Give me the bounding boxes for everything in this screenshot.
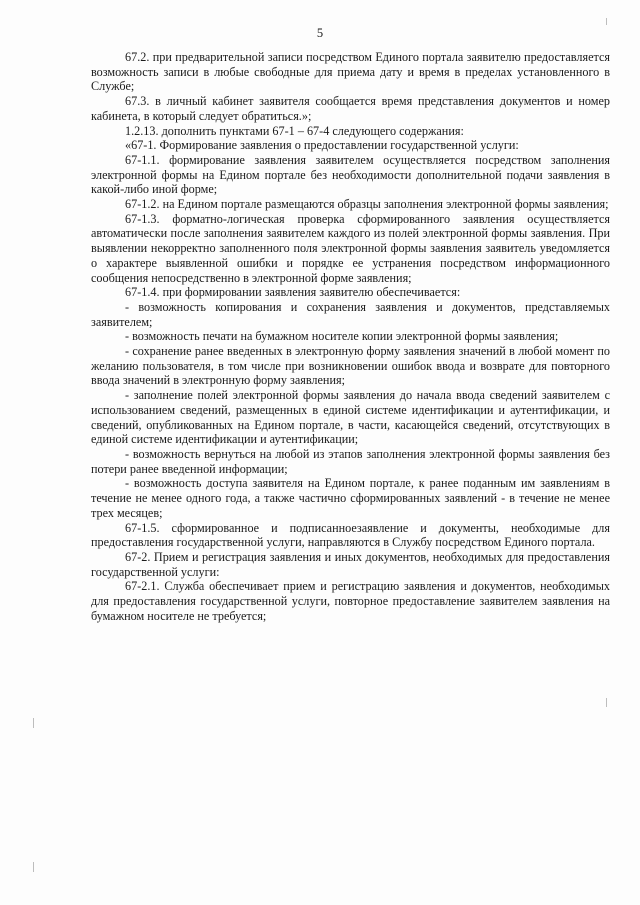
list-item-save: - сохранение ранее введенных в электронную форму заявления значений в любой момент по желанию пользователя, в том числе при возникновении ошибок ввода и возврате для повторного ввода значений в электронную форму заявления; [91,344,610,388]
paragraph-67-2-heading: 67-2. Прием и регистрация заявления и иных документов, необходимых для предоставления государственной услуги: [91,549,610,579]
list-item-return: - возможность вернуться на любой из этапов заполнения электронной формы заявления без потери ранее введенной информации; [91,446,610,476]
paragraph-67-2-1: 67-2.1. Служба обеспечивает прием и регистрацию заявления и документов, необходимых для предоставления государственной услуги, повторное предоставление заявителем заявления на бумажном носителе не требуется; [91,579,610,623]
list-item-access: - возможность доступа заявителя на Едином портале, к ранее поданным им заявлениям в течение не менее одного года, а также частично сформированных заявлений - в течение не менее трех месяцев; [91,476,610,520]
scan-mark [606,698,607,707]
list-item-copy: - возможность копирования и сохранения заявления и документов, представляемых заявителем; [91,299,610,329]
scan-mark [606,18,607,25]
paragraph-1-2-13: 1.2.13. дополнить пунктами 67-1 – 67-4 следующего содержания: [125,123,464,138]
paragraph-67-1-5: 67-1.5. сформированное и подписанноезаявление и документы, необходимые для предоставления государственной услуги, направляются в Службу посредством Единого портала. [91,520,610,550]
document-body [91,50,610,623]
list-item-print: - возможность печати на бумажном носителе копии электронной формы заявления; [125,329,559,344]
paragraph-67-2: 67.2. при предварительной записи посредством Единого портала заявителю предоставляется возможность записи в любые свободные для приема дату и время в пределах установленного в Службе; [91,50,610,94]
paragraph-67-1: «67-1. Формирование заявления о предоставлении государственной услуги: [125,138,519,153]
scan-mark [33,862,34,872]
paragraph-67-1-3: 67-1.3. форматно-логическая проверка сформированного заявления осуществляется автоматически после заполнения заявителем каждого из полей электронной формы заявления. При выявлении некорректно заполненного поля электронной формы заявления заявитель уведомляется о характере выявленной ошибки и порядке ее устранения посредством информационного сообщения непосредственно в электронной форме заявления; [91,211,610,285]
paragraph-67-1-2: 67-1.2. на Едином портале размещаются образцы заполнения электронной формы заявления; [125,197,609,212]
scan-mark [33,718,34,728]
list-item-autofill: - заполнение полей электронной формы заявления до начала ввода сведений заявителем с использованием сведений, размещенных в единой системе идентификации и аутентификации, и сведений, опубликованных на Едином портале, в части, касающейся сведений, отсутствующих в единой системе идентификации и аутентификации; [91,388,610,447]
paragraph-67-1-1: 67-1.1. формирование заявления заявителем осуществляется посредством заполнения электронной формы на Едином портале без необходимости дополнительной подачи заявления в какой-либо иной форме; [91,152,610,197]
paragraph-67-1-4: 67-1.4. при формировании заявления заявителю обеспечивается: [125,285,461,300]
page-number: 5 [316,26,324,40]
paragraph-67-3: 67.3. в личный кабинет заявителя сообщается время представления документов и номер кабинета, в который следует обратиться.»; [91,94,610,123]
